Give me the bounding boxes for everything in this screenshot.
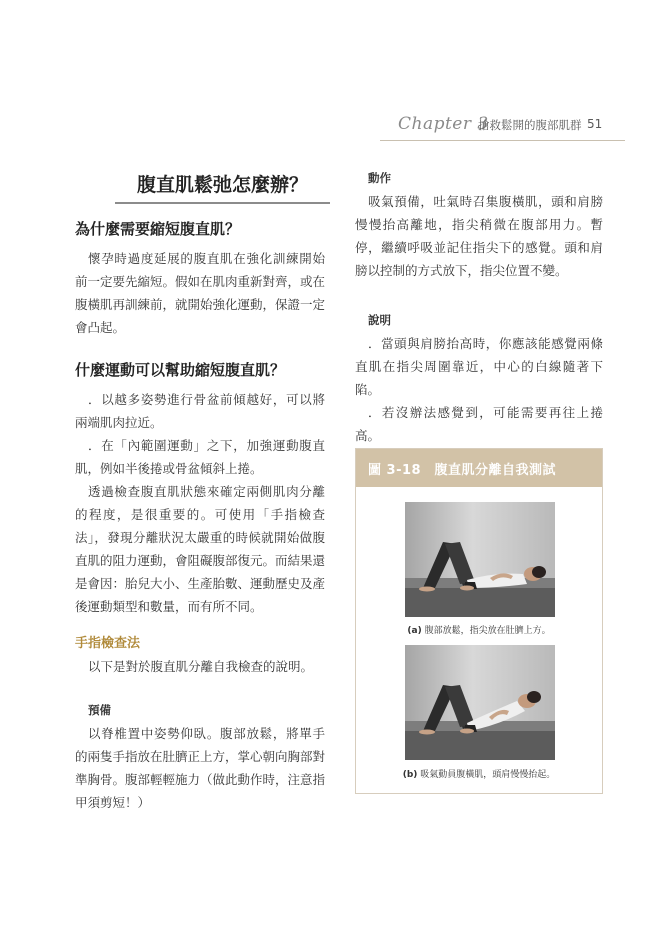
bullet-paragraph: ．若沒辦法感覺到，可能需要再往上捲高。 — [355, 405, 603, 443]
right-column — [355, 170, 603, 493]
exercise-photo-curl-up — [405, 645, 555, 760]
figure-box — [355, 448, 603, 794]
photo-caption-a — [356, 623, 602, 636]
paragraph: 懷孕時過度延展的腹直肌在強化訓練開始前一定要先縮短。假如在肌肉重新對齊，或在腹橫肌再訓練前，就開始強化運動，保證一定會凸起。 — [75, 251, 326, 335]
caption-b-text: 吸氣動員腹橫肌，頭肩慢慢抬起。 — [420, 770, 556, 780]
bullet-paragraph: ．在「內範圍運動」之下，加強運動腹直肌，例如半後捲或骨盆傾斜上捲。 — [75, 438, 325, 476]
action-heading: 動作 — [368, 171, 391, 185]
section-heading-why: 為什麼需要縮短腹直肌？ — [75, 220, 241, 238]
prep-heading: 預備 — [88, 703, 111, 717]
photo-caption-b — [356, 767, 602, 780]
bullet-paragraph: ．以越多姿勢進行骨盆前傾越好，可以將兩端肌肉拉近。 — [75, 392, 325, 430]
chapter-title: 搶救鬆開的腹部肌群 — [478, 118, 582, 132]
left-column — [75, 170, 325, 814]
exercise-photo-relaxed — [405, 502, 555, 617]
figure-label: 圖 3-18 腹直肌分離自我測試 — [356, 449, 602, 487]
chapter-label: Chapter 3 — [398, 114, 489, 134]
bullet-paragraph: ．當頭與肩膀抬高時，你應該能感覺兩條直肌在指尖周圍靠近，中心的白線隨著下陷。 — [355, 336, 603, 397]
paragraph: 以脊椎置中姿勢仰臥。腹部放鬆，將單手的兩隻手指放在肚臍正上方，掌心朝向胸部對準胸骨。腹部輕輕施力（做此動作時，注意指甲須剪短！） — [75, 726, 326, 810]
notes-heading: 說明 — [368, 313, 391, 327]
caption-a-text: 腹部放鬆，指尖放在肚臍上方。 — [424, 626, 551, 636]
paragraph: 以下是對於腹直肌分離自我檢查的說明。 — [88, 659, 314, 674]
caption-a-tag: (a) — [407, 626, 422, 636]
section-heading-what: 什麼運動可以幫助縮短腹直肌？ — [75, 361, 286, 379]
caption-b-tag: (b) — [402, 770, 418, 780]
header-rule — [380, 140, 625, 141]
paragraph: 透過檢查腹直肌狀態來確定兩側肌肉分離的程度，是很重要的。可使用「手指檢查法」，發現分離狀況太嚴重的時候就開始做腹直肌的阻力運動，會阻礙腹部復元。而結果還是會因：胎兒大小、生產胎數、運動歷史及產後運動類型和數量，而有所不同。 — [75, 484, 326, 614]
page-number: 51 — [587, 117, 603, 131]
main-heading: 腹直肌鬆弛怎麼辦？ — [115, 170, 330, 204]
running-header — [380, 114, 630, 144]
finger-check-heading: 手指檢查法 — [75, 636, 141, 651]
paragraph: 吸氣預備，吐氣時召集腹橫肌，頭和肩膀慢慢抬高離地，指尖稍微在腹部用力。暫停，繼續呼吸並記住指尖下的感覺。頭和肩膀以控制的方式放下，指尖位置不變。 — [355, 194, 603, 278]
